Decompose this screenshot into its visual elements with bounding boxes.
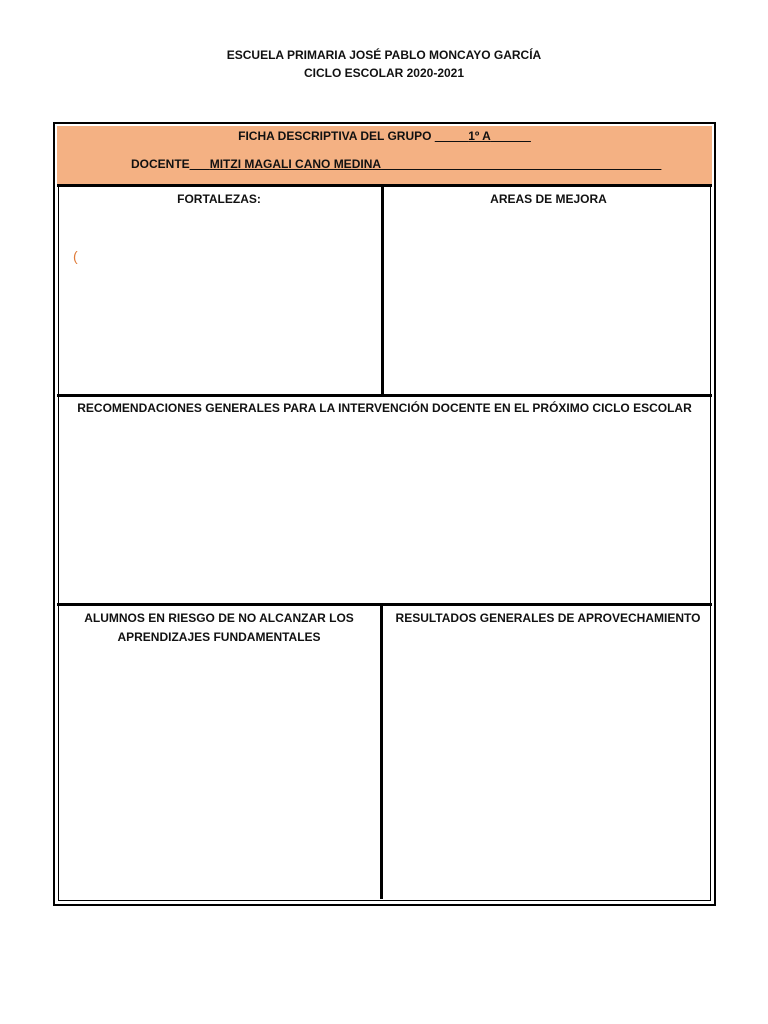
divider-vertical-top xyxy=(381,187,384,394)
divider-middle-top xyxy=(57,394,712,397)
school-name: ESCUELA PRIMARIA JOSÉ PABLO MONCAYO GARCÍA xyxy=(226,48,542,62)
strengths-title: FORTALEZAS: xyxy=(177,192,261,206)
divider-middle-bottom xyxy=(57,603,712,606)
improvement-title: AREAS DE MEJORA xyxy=(490,192,607,206)
at-risk-title-line2: APRENDIZAJES FUNDAMENTALES xyxy=(117,630,321,644)
group-label: FICHA DESCRIPTIVA DEL GRUPO xyxy=(238,129,435,143)
descriptive-sheet-table xyxy=(53,122,716,906)
table-inner-border xyxy=(58,127,711,901)
at-risk-title-line1: ALUMNOS EN RIESGO DE NO ALCANZAR LOS xyxy=(84,611,354,625)
teacher-label: DOCENTE xyxy=(131,157,190,171)
recommendations-title: RECOMENDACIONES GENERALES PARA LA INTERVENCIÓN DOCENTE EN EL PRÓXIMO CICLO ESCOLAR xyxy=(77,401,692,415)
divider-header xyxy=(57,184,712,187)
document-header xyxy=(0,46,768,82)
at-risk-title xyxy=(57,609,381,647)
strengths-content[interactable]: ( xyxy=(73,248,78,264)
group-line xyxy=(57,127,712,146)
teacher-blank-before: ___ xyxy=(189,157,210,171)
teacher-value: MITZI MAGALI CANO MEDINA xyxy=(209,157,382,171)
school-cycle: CICLO ESCOLAR 2020-2021 xyxy=(303,66,465,80)
teacher-blank-after: __________________________________________ xyxy=(381,157,662,171)
teacher-line xyxy=(131,155,661,174)
group-blank-after: ______ xyxy=(490,129,531,143)
results-title: RESULTADOS GENERALES DE APROVECHAMIENTO xyxy=(395,611,701,625)
divider-vertical-bottom xyxy=(380,606,383,899)
group-blank-before: _____ xyxy=(434,129,469,143)
group-value: 1º A xyxy=(468,129,491,143)
